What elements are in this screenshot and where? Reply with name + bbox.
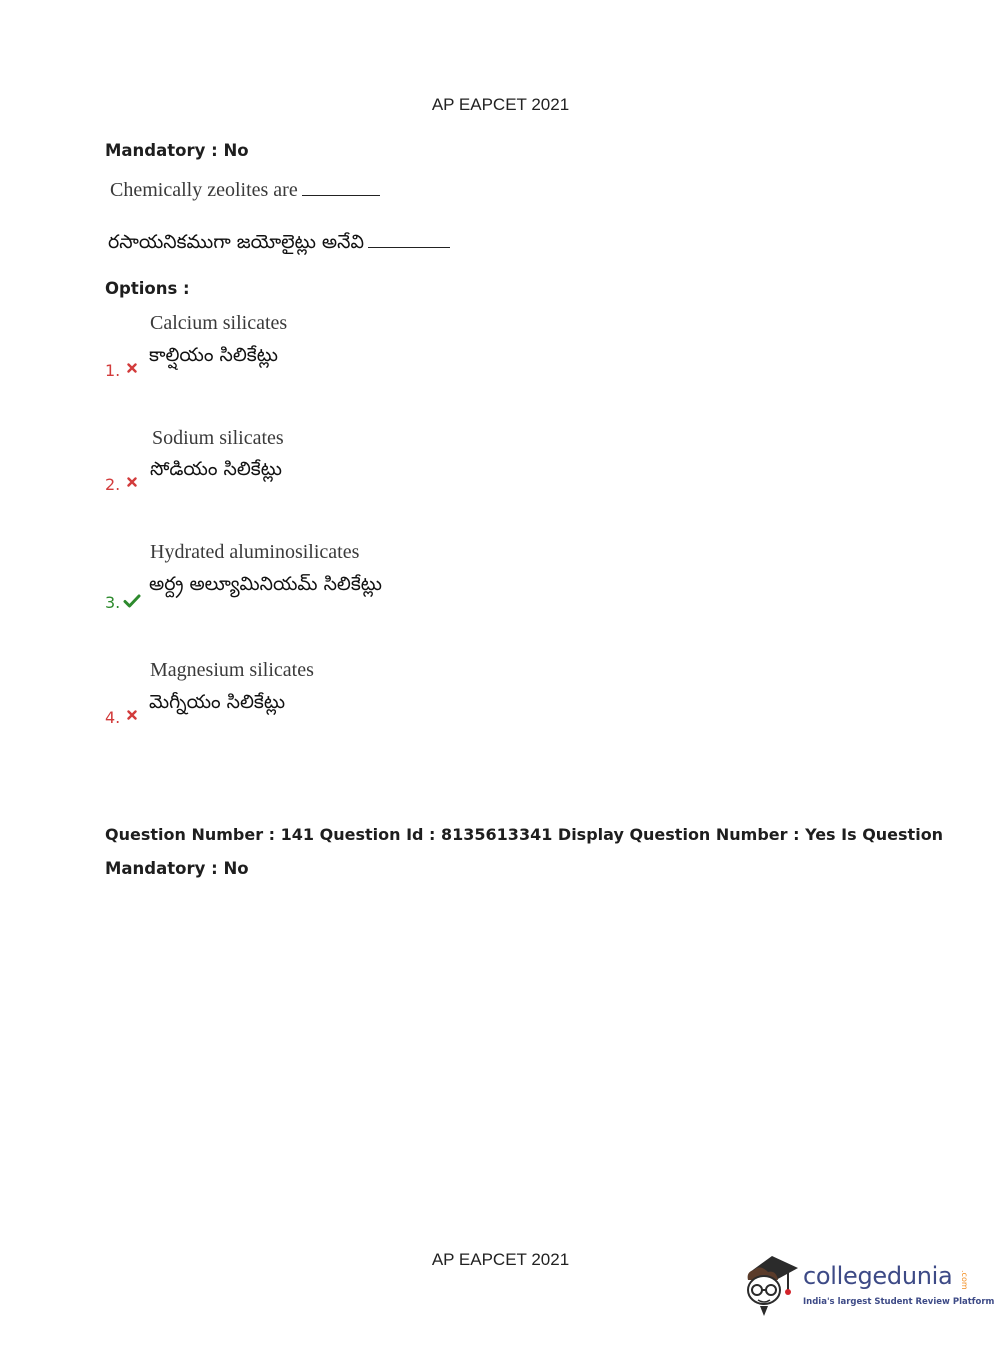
option-2-text-telugu: సోడియం సిలికేట్లు (150, 458, 282, 480)
question-text-english (110, 177, 380, 202)
option-2-number: 2. (105, 475, 121, 494)
wrong-cross-icon (127, 363, 137, 373)
collegedunia-logo (742, 1250, 995, 1316)
option-2-text-english: Sodium silicates (152, 427, 284, 449)
page-footer-title: AP EAPCET 2021 (431, 1250, 570, 1269)
next-question-mandatory: Mandatory : No (105, 859, 249, 878)
correct-check-icon (123, 594, 141, 608)
question-text-english-label: Chemically zeolites are (110, 179, 298, 201)
options-label: Options : (105, 279, 190, 298)
mascot-icon (742, 1250, 802, 1316)
answer-blank (302, 177, 380, 196)
logo-tagline: India's largest Student Review Platform (803, 1297, 995, 1307)
answer-blank-telugu (368, 229, 450, 248)
page-header-title: AP EAPCET 2021 (431, 95, 570, 114)
option-4-number: 4. (105, 708, 121, 727)
option-3-text-english: Hydrated aluminosilicates (150, 541, 360, 563)
option-4-text-english: Magnesium silicates (150, 659, 314, 681)
option-1-number: 1. (105, 361, 121, 380)
next-question-meta: Question Number : 141 Question Id : 8135613341 Display Question Number : Yes Is Question (105, 825, 944, 844)
question-text-telugu (108, 229, 450, 258)
option-3-text-telugu: అర్ద్ర అల్యూమినియమ్ సిలికేట్లు (149, 573, 382, 595)
option-3-number: 3. (105, 593, 121, 612)
wrong-cross-icon (127, 710, 137, 720)
option-1-text-english: Calcium silicates (150, 312, 288, 334)
mandatory-label: Mandatory : No (105, 141, 249, 160)
question-text-telugu-label: రసాయనికముగా జయోలైట్లు అనేవి (108, 231, 364, 253)
logo-com: .com (960, 1270, 969, 1290)
option-1-text-telugu: కాల్షియం సిలికేట్లు (149, 344, 278, 366)
wrong-cross-icon (127, 477, 137, 487)
option-4-text-telugu: మెగ్నీయం సిలికేట్లు (149, 691, 286, 713)
logo-wordmark: collegedunia (803, 1262, 953, 1290)
